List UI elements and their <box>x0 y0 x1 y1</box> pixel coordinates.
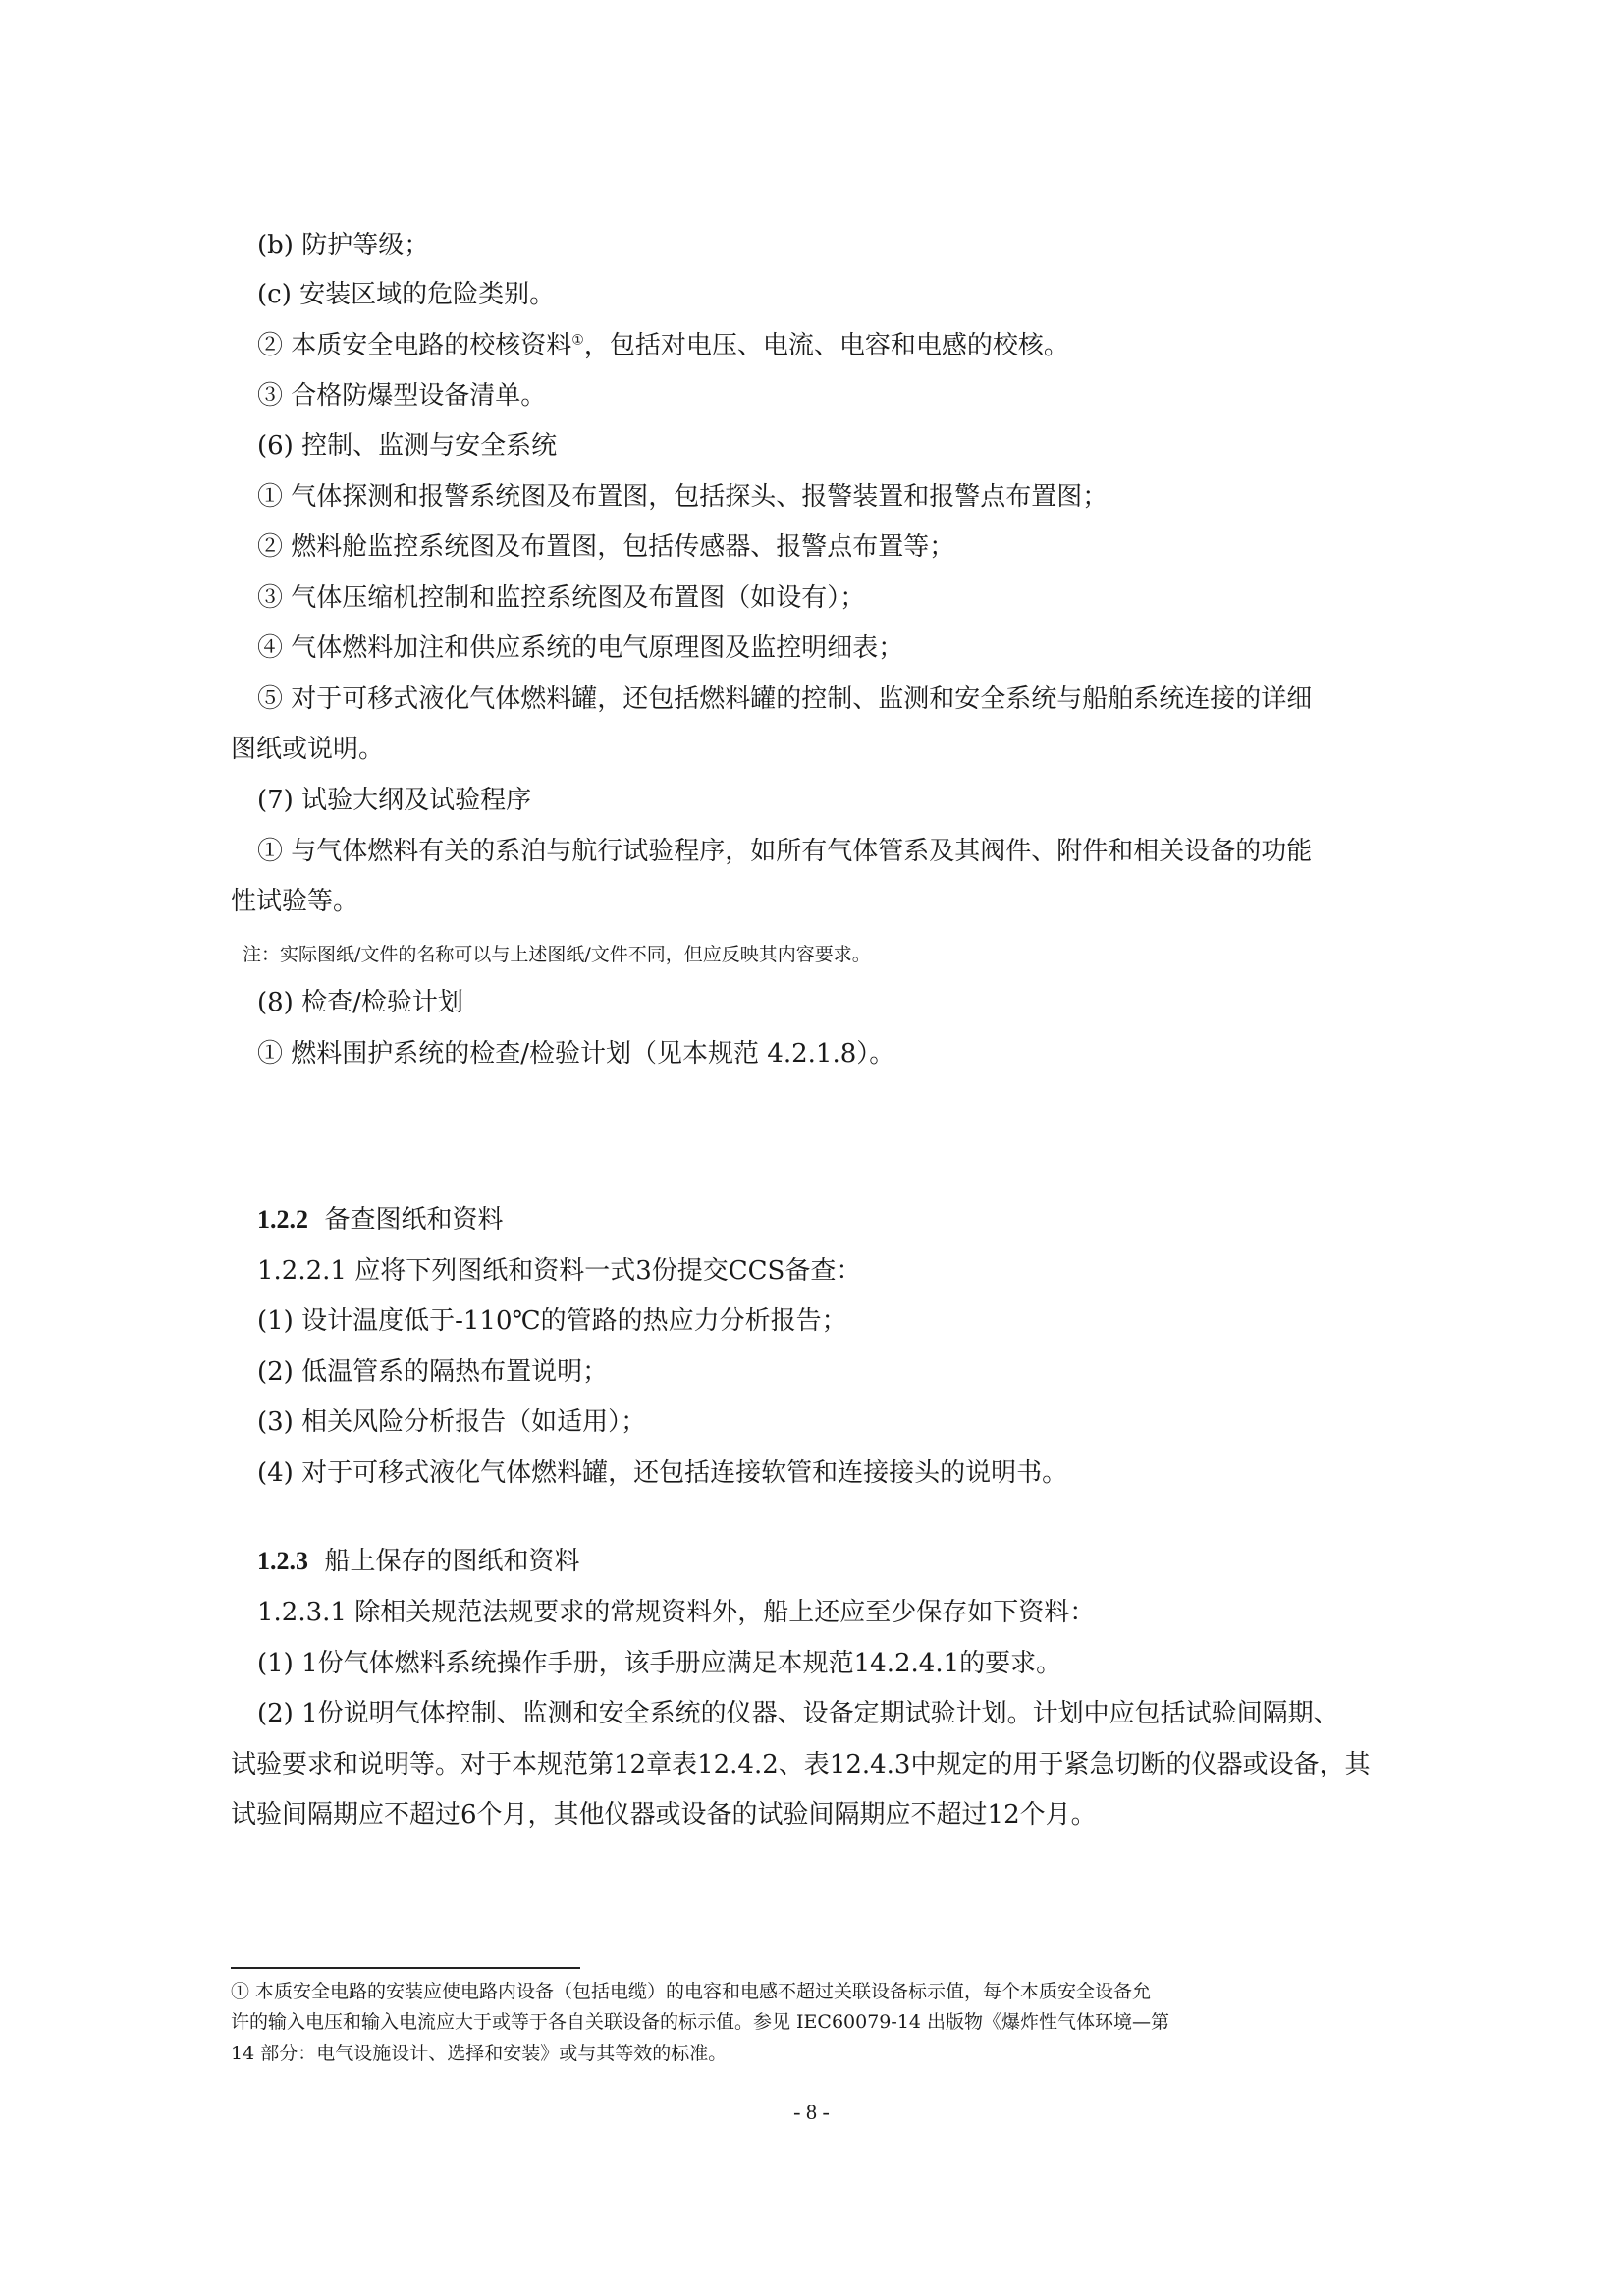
intrinsic-text-before: ② 本质安全电路的校核资料 <box>257 331 572 360</box>
clause-1-2-3-1: 1.2.3.1 除相关规范法规要求的常规资料外，船上还应至少保存如下资料： <box>257 1598 1096 1627</box>
item-thermal-stress: (1) 设计温度低于-110℃的管路的热应力分析报告； <box>257 1306 847 1336</box>
item-6-heading: (6) 控制、监测与安全系统 <box>257 431 558 461</box>
section-1-2-2-heading <box>257 1202 504 1237</box>
section-number: 1.2.3 <box>257 1547 308 1575</box>
item-c-hazard-category: (c) 安装区域的危险类别。 <box>257 280 556 309</box>
section-number: 1.2.2 <box>257 1205 308 1233</box>
item-gas-detection: ① 气体探测和报警系统图及布置图，包括探头、报警装置和报警点布置图； <box>257 482 1109 512</box>
footnote-line-3: 14 部分：电气设施设计、选择和安装》或与其等效的标准。 <box>231 2043 728 2064</box>
section-1-2-3-heading <box>257 1544 580 1579</box>
item-portable-tank: ⑤ 对于可移式液化气体燃料罐，还包括燃料罐的控制、监测和安全系统与船舶系统连接的详细 <box>257 684 1313 714</box>
section-title: 备查图纸和资料 <box>324 1205 504 1234</box>
item-operation-manual: (1) 1份气体燃料系统操作手册，该手册应满足本规范14.2.4.1的要求。 <box>257 1649 1062 1678</box>
item-7-heading: (7) 试验大纲及试验程序 <box>257 786 532 815</box>
item-b-protection-level: (b) 防护等级； <box>257 231 430 260</box>
item-hose-manual: (4) 对于可移式液化气体燃料罐，还包括连接软管和连接接头的说明书。 <box>257 1458 1068 1488</box>
item-test-plan: (2) 1份说明气体控制、监测和安全系统的仪器、设备定期试验计划。计划中应包括试验间隔期、 <box>257 1699 1339 1728</box>
item-bunkering-supply: ④ 气体燃料加注和供应系统的电气原理图及监控明细表； <box>257 633 904 663</box>
note-drawing-names: 注：实际图纸/文件的名称可以与上述图纸/文件不同，但应反映其内容要求。 <box>243 944 871 965</box>
intrinsic-text-after: ，包括对电压、电流、电容和电感的校核。 <box>583 331 1069 360</box>
footnote-line-1: ① 本质安全电路的安装应使电路内设备（包括电缆）的电容和电感不超过关联设备标示值，每个本质安全设备允 <box>231 1981 1152 2002</box>
footnote-marker[interactable]: ① <box>571 332 584 349</box>
item-portable-tank-cont: 图纸或说明。 <box>231 735 385 764</box>
footnote-separator <box>231 1967 580 1969</box>
item-test-plan-cont-1: 试验要求和说明等。对于本规范第12章表12.4.2、表12.4.3中规定的用于紧急切断的仪器或设备，其 <box>231 1750 1371 1779</box>
clause-1-2-2-1: 1.2.2.1 应将下列图纸和资料一式3份提交CCS备查： <box>257 1256 862 1285</box>
item-test-plan-cont-2: 试验间隔期应不超过6个月，其他仪器或设备的试验间隔期应不超过12个月。 <box>231 1800 1097 1830</box>
item-insulation: (2) 低温管系的隔热布置说明； <box>257 1357 609 1387</box>
item-intrinsic-safety <box>257 328 1069 363</box>
page-number: - 8 - <box>793 2100 830 2124</box>
item-trial-procedure: ① 与气体燃料有关的系泊与航行试验程序，如所有气体管系及其阀件、附件和相关设备的功能 <box>257 837 1313 866</box>
item-inspection-plan: ① 燃料围护系统的检查/检验计划（见本规范 4.2.1.8）。 <box>257 1039 895 1068</box>
section-title: 船上保存的图纸和资料 <box>324 1547 580 1576</box>
item-fuel-tank-monitoring: ② 燃料舱监控系统图及布置图，包括传感器、报警点布置等； <box>257 532 955 562</box>
item-explosion-proof-list: ③ 合格防爆型设备清单。 <box>257 381 547 410</box>
item-compressor-control: ③ 气体压缩机控制和监控系统图及布置图（如设有）； <box>257 583 866 613</box>
item-trial-procedure-cont: 性试验等。 <box>231 887 359 916</box>
item-risk-analysis: (3) 相关风险分析报告（如适用）； <box>257 1407 647 1437</box>
footnote-line-2: 许的输入电压和输入电流应大于或等于各自关联设备的标示值。参见 IEC60079-14 出版物《爆炸性气体环境—第 <box>231 2011 1170 2033</box>
item-8-heading: (8) 检查/检验计划 <box>257 988 463 1017</box>
